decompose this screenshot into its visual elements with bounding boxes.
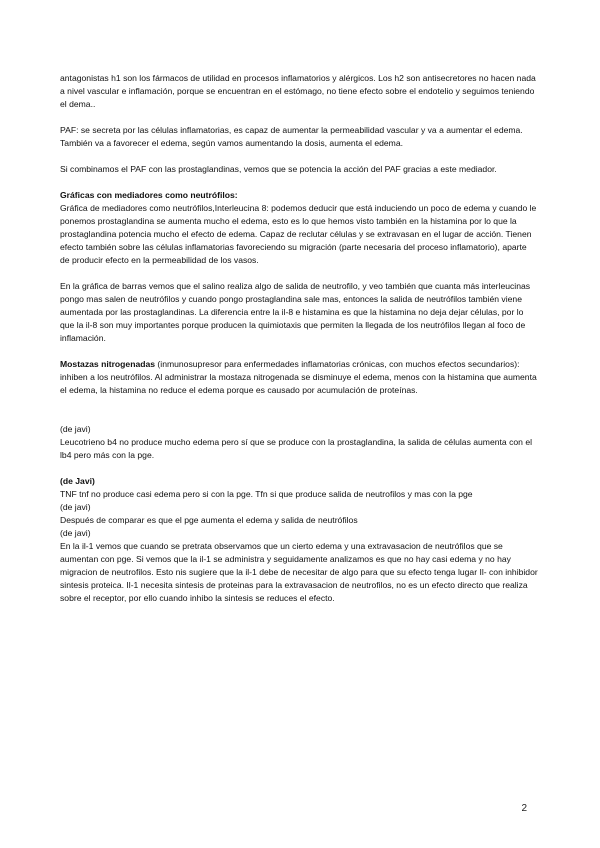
paragraph-comparacion-pge: Después de comparar es que el pge aumenta el edema y salida de neutrófilos <box>60 515 358 525</box>
paragraph-interleucina-8: Gráfica de mediadores como neutrófilos,Interleucina 8: podemos deducir que está induciendo un poco de edema y cuando le ponemos prostaglandina se aumenta mucho el edema, esto es lo que hemos visto también en la histamina por lo que la prostaglandina potencia mucho el efecto de edema. Capaz de reclutar células y se extravasan en el lugar de acción. Tienen efecto también sobre las células inflamatorias favoreciendo su migración (parte necesaria del proceso inflamatorio), aparte de producir efecto en la permeabilidad de los vasos. <box>60 203 537 265</box>
paragraph-leucotrieno: Leucotrieno b4 no produce mucho edema pero sí que se produce con la prostaglandina, la salida de células aumenta con el lb4 pero más con la pge. <box>60 437 533 460</box>
paragraph-il-1: En la il-1 vemos que cuando se pretrata observamos que un cierto edema y una extravasacion de neutrófilos que se aumentan con pge. Si vemos que la il-1 se administra y seguidamente analizamos es que no hay casi edema y no hay migracion de neutrofilos. Esto nis sugiere que la il-1 debe de necesitar de algo para que su efecto tenga lugar Il- con inhibidor sintesis proteica. Il-1 necesita sintesis de proteinas para la extravasacion de neutrofilos, no es un efecto directo que realiza sobre el receptor, por ello cuando inhibo la sintesis se reduces el efecto. <box>60 541 538 603</box>
paragraph-grafica-barras: En la gráfica de barras vemos que el salino realiza algo de salida de neutrofilo, y veo también que cuanta más interleucinas pongo mas salen de neutrófilos y cuando pongo prostaglandina sale mas, entonces la salida de neutrófilos también viene aumentada por las prostaglandinas. La diferencia entre la il-8 e histamina es que la histamina no deja dejar células, por lo que la il-8 son muy importantes porque producen la quimiotaxis que permiten la llegada de los neutrófilos llegan al foco de inflamación. <box>60 281 531 343</box>
section-heading-neutrofilos: Gráficas con mediadores como neutrófilos: <box>60 190 238 200</box>
tag-de-javi: (de javi) <box>60 502 91 512</box>
paragraph-tnf: TNF tnf no produce casi edema pero si con la pge. Tfn si que produce salida de neutrofilos y mas con la pge <box>60 489 473 499</box>
mostazas-text: (inmunosupresor para enfermedades inflamatorias crónicas, con muchos efectos secundarios): inhiben a los neutrófilos. Al administrar la mostaza nitrogenada se disminuye el edema, menos con la histamina que aumenta el edema, la histamina no reduce el edema porque es causado por acumulación de proteínas. <box>60 359 537 395</box>
document-body <box>60 72 538 605</box>
tag-de-javi-bold: (de Javi) <box>60 476 95 486</box>
paragraph-mostazas <box>60 358 538 397</box>
mostazas-term: Mostazas nitrogenadas <box>60 359 156 369</box>
tag-de-javi: (de javi) <box>60 528 91 538</box>
paragraph-antagonistas: antagonistas h1 son los fármacos de utilidad en procesos inflamatorios y alérgicos. Los h2 son antisecretores no hacen nada a nivel vascular e inflamación, porque se encuentran en el estómago, no tiene efecto sobre el endotelio y seguimos teniendo el dema.. <box>60 73 536 109</box>
paragraph-paf: PAF: se secreta por las células inflamatorias, es capaz de aumentar la permeabilidad vascular y va a aumentar el edema. También va a favorecer el edema, según vamos aumentando la dosis, aumenta el edema. <box>60 125 523 148</box>
paragraph-paf-prostaglandinas: Si combinamos el PAF con las prostaglandinas, vemos que se potencia la acción del PAF gracias a este mediador. <box>60 164 497 174</box>
page-number: 2 <box>521 803 527 814</box>
tag-de-javi: (de javi) <box>60 424 91 434</box>
